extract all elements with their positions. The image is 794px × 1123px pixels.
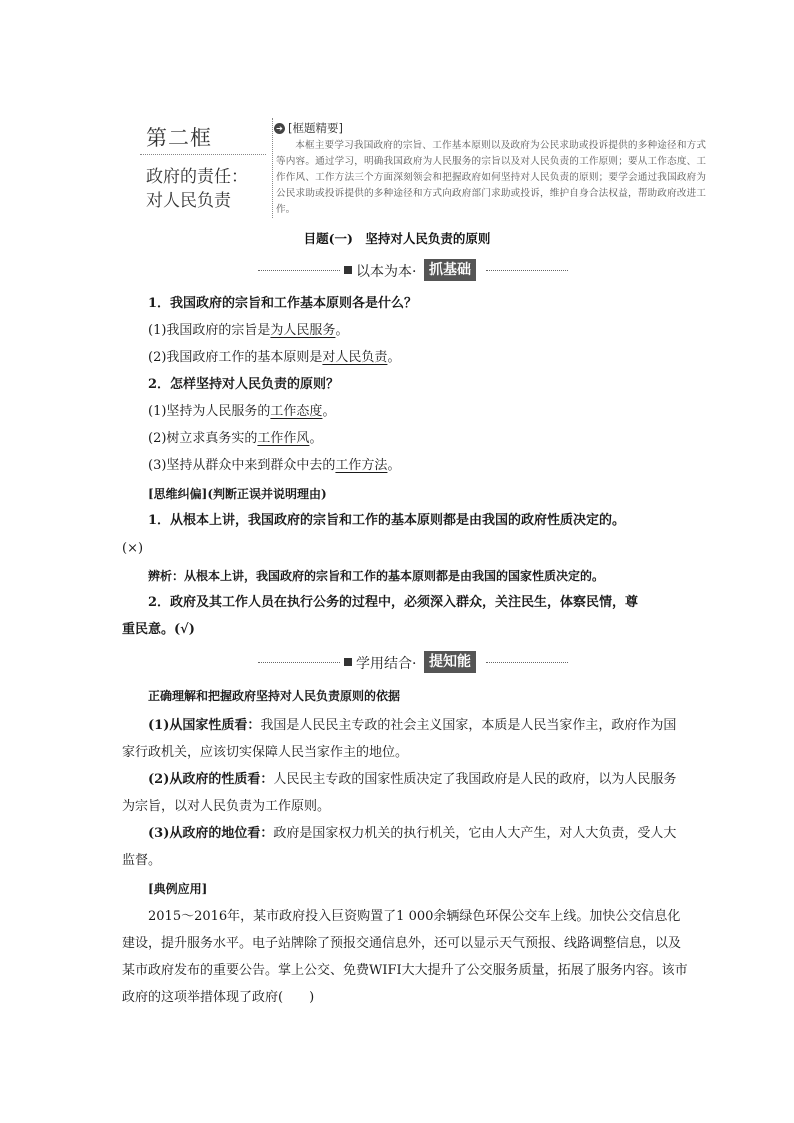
answer-2-2: (2)树立求真务实的工作作风。: [148, 431, 323, 446]
example-text: 2015～2016年，某市政府投入巨资购置了1 000余辆绿色环保公交车上线。加快公交信息化建设，提升服务水平。电子站牌除了预报交通信息外，还可以显示天气预报、线路调整信息，以及某市政府发布的重要公告。掌上公交、免费WIFI大大提升了公交服务质量，拓展了服务内容。该市政府的这项举措体现了政府( ): [122, 909, 688, 1005]
judge-item-2-line2: 重民意。(√): [122, 622, 195, 637]
summary-label: [框题精要]: [288, 121, 343, 135]
summary-text: 本框主要学习我国政府的宗旨、工作基本原则以及政府为公民求助或投诉提供的多种途径和方式等内容。通过学习，明确我国政府为人民服务的宗旨以及对人民负责的工作原则；要从工作态度、工作作风、工作方法三个方面深刻领会和把握政府如何坚持对人民负责的原则；要学会通过我国政府为公民求助或投诉提供的多种途径和方式向政府部门求助或投诉，维护自身合法权益，帮助政府改进工作。: [276, 140, 706, 215]
section-subtitle: 目题(一) 坚持对人民负责的原则: [303, 231, 491, 246]
answer-1-1: (1)我国政府的宗旨是为人民服务。: [148, 323, 349, 338]
arrow-circle-icon: ➔: [274, 123, 285, 134]
judge-item-1-mark: (×): [122, 541, 144, 556]
summary-block: [274, 118, 710, 218]
frame-title: 第二框: [146, 126, 212, 150]
title-divider: [140, 154, 266, 155]
dotted-rule-left: [258, 270, 340, 271]
judge-heading: [思维纠偏](判断正误并说明理由): [148, 487, 327, 501]
section-banner-basics: [258, 259, 568, 283]
answer-2-1: (1)坚持为人民服务的工作态度。: [148, 404, 336, 419]
frame-subtitle-line2: 对人民负责: [146, 191, 231, 211]
dotted-rule-left: [258, 662, 340, 663]
answer-blank: 工作态度: [270, 404, 323, 419]
frame-title-block: [140, 118, 273, 218]
basis-heading: 正确理解和把握政府坚持对人民负责原则的依据: [148, 689, 401, 703]
question-1: 1．我国政府的宗旨和工作基本原则各是什么？: [148, 296, 418, 311]
frame-subtitle-line1: 政府的责任：: [146, 167, 248, 187]
banner-label: 学用结合·: [356, 656, 417, 672]
basis-point-3: (3)从政府的地位看：政府是国家权力机关的执行机关，它由人大产生，对人大负责，受人大监督。: [122, 826, 677, 868]
judge-item-1-analysis: 辨析：从根本上讲，我国政府的宗旨和工作的基本原则都是由我国的国家性质决定的。: [148, 569, 605, 583]
square-bullet-icon: [344, 266, 352, 274]
judge-item-2-line1: 2．政府及其工作人员在执行公务的过程中，必须深入群众，关注民生，体察民情，尊: [148, 595, 639, 610]
dotted-rule-right: [486, 270, 568, 271]
answer-2-3: (3)坚持从群众中来到群众中去的工作方法。: [148, 458, 401, 473]
summary-heading: [274, 120, 343, 136]
basis-point-2: (2)从政府的性质看：人民民主专政的国家性质决定了我国政府是人民的政府，以为人民服务为宗旨，以对人民负责为工作原则。: [122, 772, 677, 814]
answer-blank: 工作方法: [335, 458, 388, 473]
answer-blank: 为人民服务: [270, 323, 336, 338]
answer-blank: 工作作风: [257, 431, 310, 446]
square-bullet-icon: [344, 658, 352, 666]
banner-tag: 提知能: [424, 651, 476, 673]
answer-blank: 对人民负责: [322, 350, 388, 365]
example-heading: [典例应用]: [148, 882, 208, 896]
banner-label: 以本为本·: [356, 264, 417, 280]
dotted-rule-right: [486, 662, 568, 663]
judge-item-1: 1．从根本上讲，我国政府的宗旨和工作的基本原则都是由我国的政府性质决定的。: [148, 513, 626, 528]
question-2: 2．怎样坚持对人民负责的原则？: [148, 377, 340, 392]
section-banner-application: [258, 651, 568, 675]
answer-1-2: (2)我国政府工作的基本原则是对人民负责。: [148, 350, 401, 365]
frame-header: [140, 118, 710, 218]
banner-tag: 抓基础: [424, 259, 476, 281]
basis-point-1: (1)从国家性质看：我国是人民民主专政的社会主义国家，本质是人民当家作主，政府作为国家行政机关，应该切实保障人民当家作主的地位。: [122, 718, 677, 760]
